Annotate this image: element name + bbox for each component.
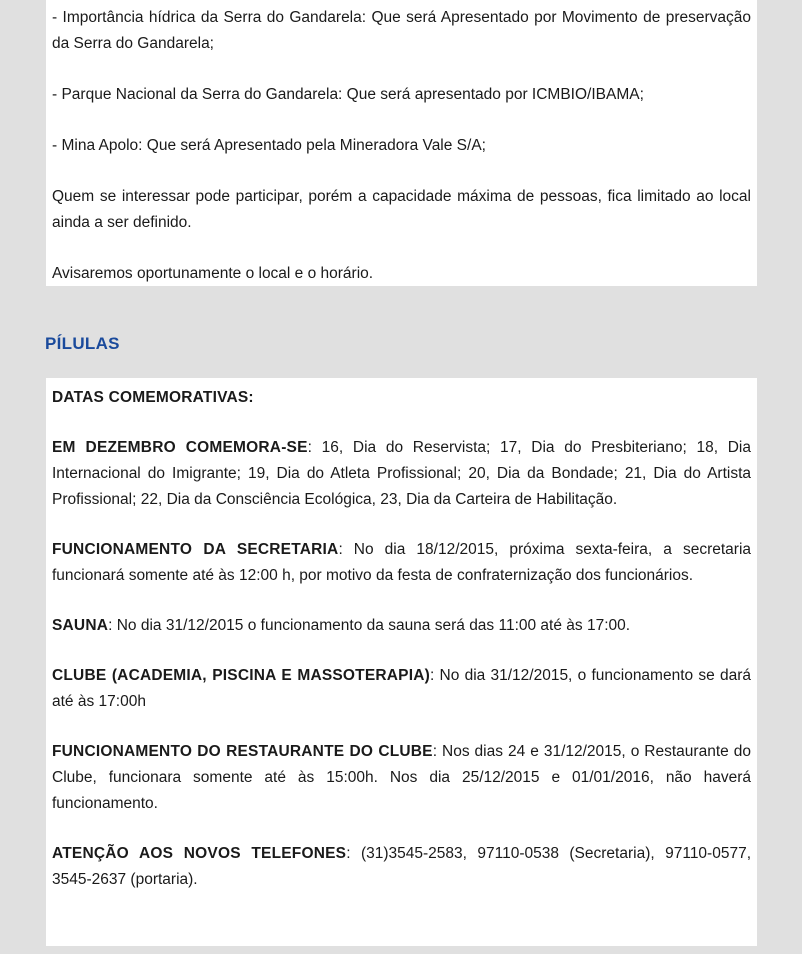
pill-item-restaurante	[52, 739, 751, 817]
intro-item-national-park: - Parque Nacional da Serra do Gandarela: Que será apresentado por ICMBIO/IBAMA;	[52, 86, 644, 103]
pill-item-label: CLUBE (ACADEMIA, PISCINA E MASSOTERAPIA)	[52, 667, 430, 684]
pill-item-sauna	[52, 613, 751, 639]
pill-item-text: : 16, Dia do Reservista; 17, Dia do Presbiteriano; 18, Dia Internacional do Imigrante; 19, Dia do Atleta Profissional; 20, Dia da Bondade; 21, Dia do Artista Profissional; 22, Dia da Consciência Ecológica, 23, Dia da Carteira de Habilitação.	[52, 439, 751, 508]
pill-item-text: : No dia 31/12/2015, o funcionamento se dará até às 17:00h	[52, 667, 751, 710]
intro-announcement-note: Avisaremos oportunamente o local e o horário.	[52, 265, 374, 282]
pill-datas-title	[52, 385, 751, 411]
intro-panel	[46, 0, 757, 286]
pill-item-label: EM DEZEMBRO COMEMORA-SE	[52, 439, 308, 456]
section-heading-pilulas: PÍLULAS	[45, 334, 120, 353]
pill-item-label: FUNCIONAMENTO DA SECRETARIA	[52, 541, 339, 558]
intro-item-gandarela-water: - Importância hídrica da Serra do Gandarela: Que será Apresentado por Movimento de preservação da Serra do Gandarela;	[52, 9, 751, 52]
pill-item-text: : No dia 31/12/2015 o funcionamento da sauna será das 11:00 até às 17:00.	[108, 617, 631, 634]
pill-item-text: : Nos dias 24 e 31/12/2015, o Restaurante do Clube, funcionara somente até às 15:00h. Nos dia 25/12/2015 e 01/01/2016, não haverá funcionamento.	[52, 743, 751, 812]
pill-item-clube	[52, 663, 751, 715]
pill-item-label: SAUNA	[52, 617, 109, 634]
pill-item-text: : (31)3545-2583, 97110-0538 (Secretaria), 97110-0577, 3545-2637 (portaria).	[52, 845, 752, 888]
pilulas-panel	[46, 378, 757, 946]
pill-datas-title-label: DATAS COMEMORATIVAS:	[52, 389, 254, 406]
pill-item-comemoracoes	[52, 435, 751, 513]
intro-participation-note: Quem se interessar pode participar, porém a capacidade máxima de pessoas, fica limitado ao local ainda a ser definido.	[52, 188, 751, 231]
pill-item-secretaria	[52, 537, 751, 589]
pill-item-label: ATENÇÃO AOS NOVOS TELEFONES	[52, 845, 347, 862]
pill-item-text: : No dia 18/12/2015, próxima sexta-feira, a secretaria funcionará somente até às 12:00 h, por motivo da festa de confraternização dos funcionários.	[52, 541, 752, 584]
intro-item-mina-apolo: - Mina Apolo: Que será Apresentado pela Mineradora Vale S/A;	[52, 137, 486, 154]
pill-item-telefones	[52, 841, 751, 893]
pill-item-label: FUNCIONAMENTO DO RESTAURANTE DO CLUBE	[52, 743, 433, 760]
